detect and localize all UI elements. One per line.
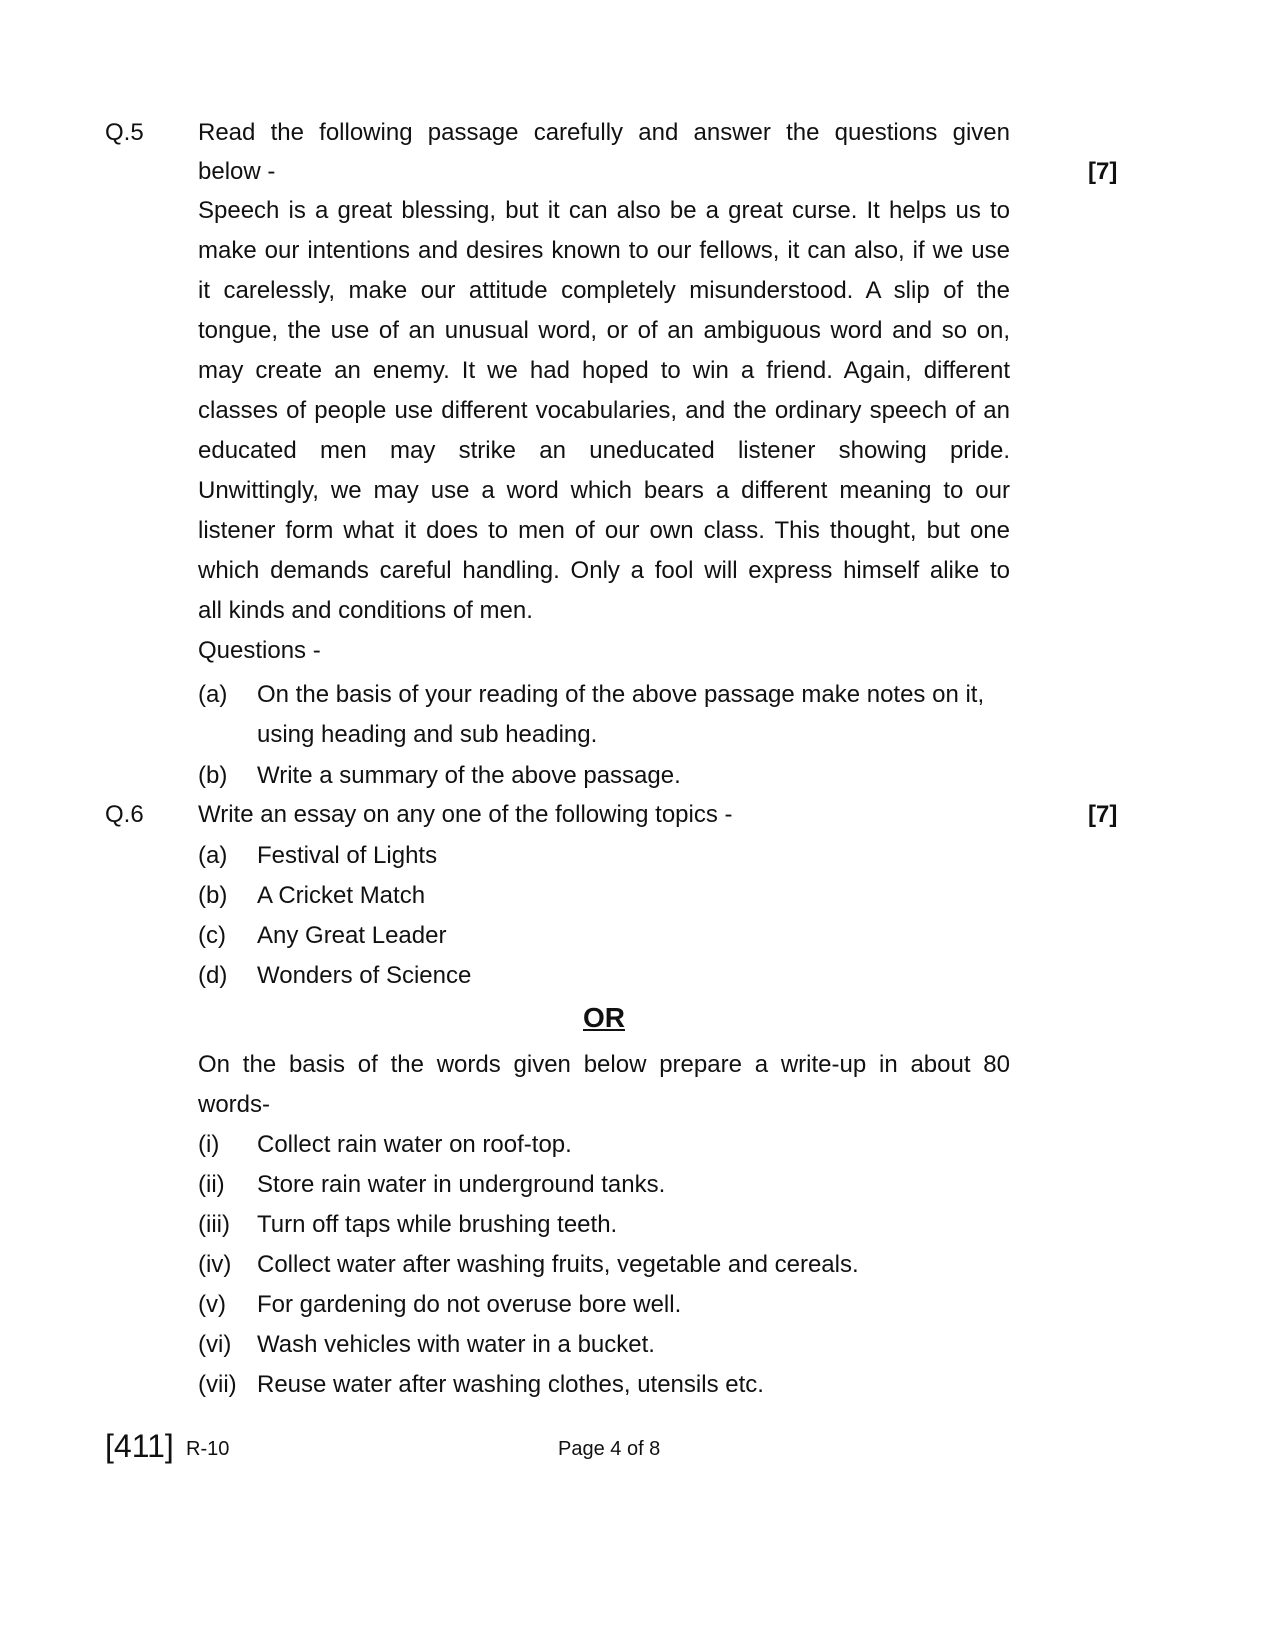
q5-marks: [7] bbox=[1088, 158, 1118, 185]
passage-line: Speech is a great blessing, but it can also be a great curse. It helps us to bbox=[198, 197, 1010, 224]
passage-line: tongue, the use of an unusual word, or of an ambiguous word and so on, bbox=[198, 317, 1010, 344]
passage-line: educated men may strike an uneducated listener showing pride. bbox=[198, 437, 1010, 464]
topic-label: (b) bbox=[198, 882, 228, 909]
alt-instruction-line-2: words- bbox=[198, 1091, 271, 1118]
question-number-5: Q.5 bbox=[105, 119, 144, 146]
page-number: Page 4 of 8 bbox=[558, 1438, 661, 1460]
topic-text: Any Great Leader bbox=[257, 922, 447, 949]
alt-instruction-line-1: On the basis of the words given below prepare a write-up in about 80 bbox=[198, 1051, 1010, 1078]
question-text: using heading and sub heading. bbox=[257, 721, 598, 748]
passage-line: classes of people use different vocabularies, and the ordinary speech of an bbox=[198, 397, 1010, 424]
passage-line: make our intentions and desires known to our fellows, it can also, if we use bbox=[198, 237, 1010, 264]
point-text: Reuse water after washing clothes, utensils etc. bbox=[257, 1371, 764, 1398]
point-label: (vi) bbox=[198, 1331, 232, 1358]
q5-instruction-line-1: Read the following passage carefully and answer the questions given bbox=[198, 119, 1010, 146]
point-text: Store rain water in underground tanks. bbox=[257, 1171, 666, 1198]
topic-text: Festival of Lights bbox=[257, 842, 438, 869]
topic-text: A Cricket Match bbox=[257, 882, 426, 909]
q6-marks: [7] bbox=[1088, 801, 1118, 828]
point-label: (vii) bbox=[198, 1371, 237, 1398]
point-label: (i) bbox=[198, 1131, 220, 1158]
passage-line: which demands careful handling. Only a fool will express himself alike to bbox=[198, 557, 1010, 584]
point-label: (ii) bbox=[198, 1171, 225, 1198]
point-label: (v) bbox=[198, 1291, 226, 1318]
questions-heading: Questions - bbox=[198, 637, 321, 664]
point-text: Collect water after washing fruits, vegetable and cereals. bbox=[257, 1251, 859, 1278]
question-label: (b) bbox=[198, 762, 228, 789]
or-divider: OR bbox=[583, 1002, 625, 1033]
question-text: On the basis of your reading of the above passage make notes on it, bbox=[257, 681, 985, 708]
topic-label: (d) bbox=[198, 962, 228, 989]
passage-line: may create an enemy. It we had hoped to win a friend. Again, different bbox=[198, 357, 1010, 384]
point-text: For gardening do not overuse bore well. bbox=[257, 1291, 682, 1318]
passage-line: all kinds and conditions of men. bbox=[198, 597, 533, 624]
question-label: (a) bbox=[198, 681, 228, 708]
point-text: Wash vehicles with water in a bucket. bbox=[257, 1331, 655, 1358]
point-label: (iii) bbox=[198, 1211, 230, 1238]
passage-line: listener form what it does to men of our own class. This thought, but one bbox=[198, 517, 1010, 544]
point-label: (iv) bbox=[198, 1251, 232, 1278]
point-text: Collect rain water on roof-top. bbox=[257, 1131, 572, 1158]
paper-sub-code: R-10 bbox=[186, 1438, 230, 1460]
question-number-6: Q.6 bbox=[105, 801, 144, 828]
passage-line: it carelessly, make our attitude completely misunderstood. A slip of the bbox=[198, 277, 1010, 304]
q5-instruction-line-2: below - bbox=[198, 158, 276, 185]
question-text: Write a summary of the above passage. bbox=[257, 762, 681, 789]
paper-code: [411] bbox=[105, 1428, 174, 1464]
q6-instruction: Write an essay on any one of the following topics - bbox=[198, 801, 733, 828]
topic-label: (a) bbox=[198, 842, 228, 869]
point-text: Turn off taps while brushing teeth. bbox=[257, 1211, 618, 1238]
topic-text: Wonders of Science bbox=[257, 962, 472, 989]
topic-label: (c) bbox=[198, 922, 226, 949]
passage-line: Unwittingly, we may use a word which bears a different meaning to our bbox=[198, 477, 1010, 504]
